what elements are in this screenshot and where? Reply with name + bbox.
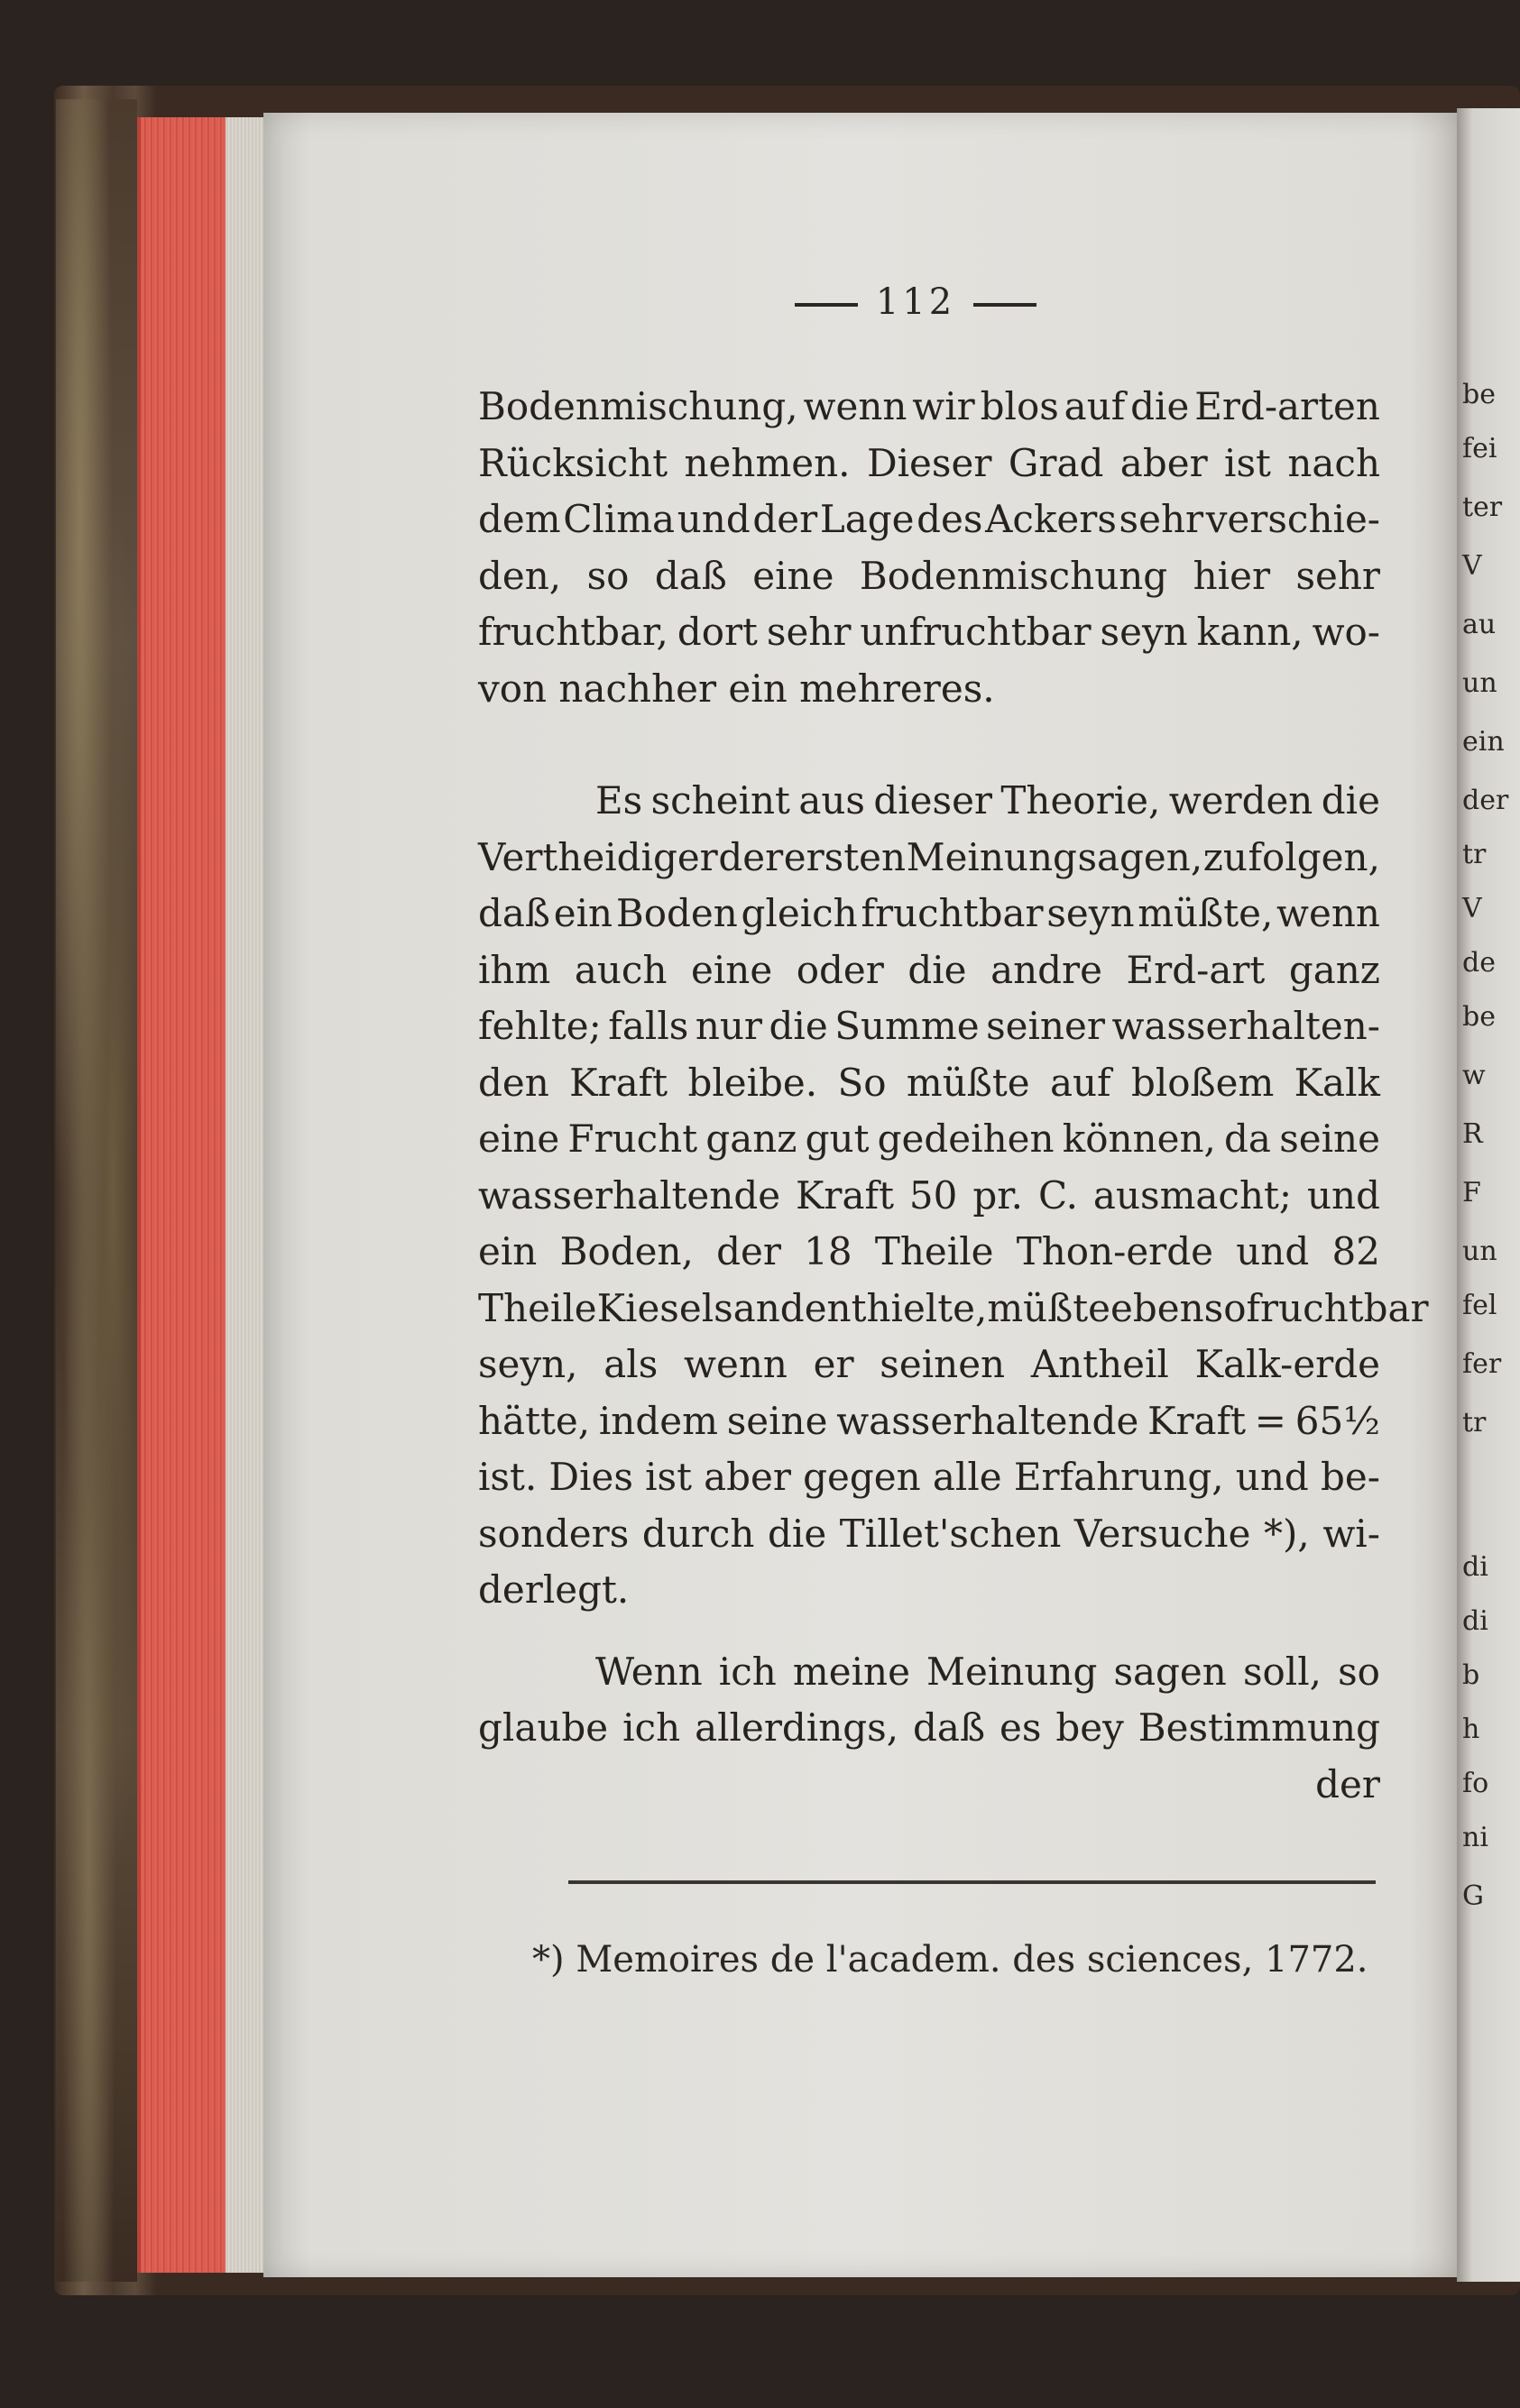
word: der <box>716 1229 781 1273</box>
word: seiner <box>986 1004 1105 1048</box>
word: andre <box>990 947 1102 992</box>
word: Dieser <box>866 440 992 485</box>
word: = <box>1254 1398 1286 1443</box>
word: gleich <box>741 891 858 935</box>
word: Erfahrung, <box>1013 1455 1224 1499</box>
text-line <box>478 379 1380 436</box>
text-line <box>478 886 1380 942</box>
word: durch <box>641 1511 755 1556</box>
word: seyn <box>1046 891 1135 935</box>
word: Versuche <box>1073 1511 1251 1556</box>
right-page-fragment: au <box>1462 609 1497 640</box>
word: ausmacht; <box>1092 1172 1293 1218</box>
right-page-fragment: un <box>1462 667 1497 699</box>
text-line <box>478 1168 1380 1225</box>
word: So <box>837 1060 887 1105</box>
word: Kalk <box>1294 1060 1380 1105</box>
word: der <box>752 497 818 541</box>
word: Kraft <box>1147 1398 1246 1443</box>
word: und <box>1235 1455 1309 1499</box>
paragraph-gap <box>478 717 1380 773</box>
page-stack <box>226 117 263 2273</box>
word: Summe <box>834 1004 980 1048</box>
right-page-fragment: G <box>1462 1880 1484 1912</box>
word: müßte, <box>1138 891 1274 935</box>
word: auf <box>1049 1060 1111 1105</box>
word: da <box>1224 1117 1271 1161</box>
word: fruchtbar <box>1246 1285 1429 1330</box>
word: so <box>586 553 630 598</box>
right-page-fragment: be <box>1462 1001 1496 1033</box>
word: zu <box>1202 834 1248 879</box>
right-page-fragment: un <box>1462 1236 1497 1267</box>
word: bleibe. <box>687 1060 818 1105</box>
word: ganz <box>1288 947 1380 992</box>
right-page-fragment: de <box>1462 947 1496 979</box>
word: hätte, <box>478 1398 591 1443</box>
right-page-fragment: F <box>1462 1177 1481 1209</box>
word: können, <box>1062 1117 1216 1161</box>
text-line <box>478 436 1380 492</box>
word: nur <box>695 1004 763 1048</box>
word: ihm <box>478 947 551 992</box>
word: sagen, <box>1077 834 1203 879</box>
text-line <box>478 1224 1380 1281</box>
text-line <box>478 548 1380 605</box>
word: es <box>999 1705 1042 1750</box>
word: hier <box>1193 553 1271 598</box>
right-page-fragment: V <box>1462 550 1482 582</box>
right-page-fragment: di <box>1462 1551 1488 1583</box>
word: *), <box>1264 1511 1310 1556</box>
right-page-fragment: be <box>1462 379 1496 410</box>
word: Kieselsand <box>596 1285 805 1330</box>
word: gegen <box>803 1455 921 1499</box>
word: Meinung <box>926 1649 1098 1694</box>
right-page-sliver <box>1457 108 1520 2282</box>
word: blos <box>980 384 1059 428</box>
text-line <box>478 1449 1380 1506</box>
word: wir <box>912 384 975 428</box>
word: Vertheidiger <box>478 834 718 879</box>
text-line <box>478 773 1380 830</box>
header-dash-left <box>795 303 858 307</box>
word: meine <box>792 1649 910 1694</box>
word: sagen <box>1113 1649 1227 1694</box>
word: scheint <box>650 778 790 823</box>
word: wasserhaltende <box>836 1398 1139 1443</box>
word: wenn <box>803 384 907 428</box>
word: aber <box>704 1455 791 1499</box>
word: alle <box>932 1455 1002 1499</box>
word: Ackers <box>985 497 1117 541</box>
word: glaube <box>478 1705 609 1750</box>
word: Bestimmung <box>1138 1705 1380 1750</box>
text-line: der <box>1315 1761 1380 1806</box>
word: Clima <box>563 497 676 541</box>
text-line <box>478 492 1380 548</box>
word: kann, <box>1196 610 1304 654</box>
word: er <box>813 1342 854 1386</box>
word: Grad <box>1008 440 1104 485</box>
text-line <box>478 1506 1380 1563</box>
word: fruchtbar <box>861 891 1044 935</box>
word: Dies <box>548 1455 633 1499</box>
word: wasserhalten- <box>1111 1004 1380 1048</box>
word: sehr <box>766 610 852 654</box>
word: Kalk-erde <box>1194 1342 1380 1386</box>
word: die <box>907 947 967 992</box>
right-page-fragment: tr <box>1462 1407 1487 1438</box>
footnote: *) Memoires de l'academ. des sciences, 1772. <box>532 1939 1368 1981</box>
word: wo- <box>1312 610 1380 654</box>
right-page-fragment: b <box>1462 1659 1480 1691</box>
text-line <box>478 1337 1380 1393</box>
right-page-fragment: fel <box>1462 1290 1497 1321</box>
word: Meinung <box>906 834 1077 879</box>
word: wenn <box>1276 891 1380 935</box>
word: müßte <box>906 1060 1030 1105</box>
word: auch <box>574 947 668 992</box>
word: daß <box>478 891 550 935</box>
word: dem <box>478 497 561 541</box>
word: wi- <box>1322 1511 1380 1556</box>
right-page-fragment: V <box>1462 893 1482 924</box>
right-page-fragment: R <box>1462 1118 1483 1150</box>
word: unfruchtbar <box>860 610 1092 654</box>
word: enthielte, <box>804 1285 988 1330</box>
word: Kraft <box>796 1172 894 1218</box>
word: Boden, <box>559 1229 694 1273</box>
word: ersten <box>783 834 906 879</box>
word: Bodenmischung <box>859 553 1168 598</box>
word: Rücksicht <box>478 440 668 485</box>
text-line <box>478 942 1380 999</box>
word: ist <box>645 1455 692 1499</box>
word: und <box>1236 1229 1310 1273</box>
right-page-fragment: fo <box>1462 1768 1489 1799</box>
word: sonders <box>478 1511 630 1556</box>
word: den <box>478 1060 549 1105</box>
word: dort <box>677 610 758 654</box>
word: Theorie, <box>1000 778 1161 823</box>
word: Frucht <box>567 1117 698 1161</box>
word: aus <box>798 778 865 823</box>
word: verschie- <box>1205 497 1380 541</box>
word: die <box>768 1511 827 1556</box>
word: Tillet'schen <box>839 1511 1062 1556</box>
main-text <box>478 379 1429 1813</box>
word: die <box>1321 778 1380 823</box>
word: soll, <box>1242 1649 1322 1694</box>
text-line <box>478 998 1380 1055</box>
word: Theile <box>874 1229 994 1273</box>
footnote-rule <box>568 1880 1376 1884</box>
word: ganz <box>705 1117 797 1161</box>
text-line <box>478 1111 1380 1168</box>
word: gedeihen <box>877 1117 1055 1161</box>
right-page-fragment: w <box>1462 1060 1486 1091</box>
word: gut <box>805 1117 870 1161</box>
word: ist. <box>478 1455 538 1499</box>
word: ist <box>1224 440 1271 485</box>
word: ich <box>718 1649 777 1694</box>
word: falls <box>608 1004 689 1048</box>
word: als <box>603 1342 659 1386</box>
word: 18 <box>804 1229 852 1273</box>
word: wasserhaltende <box>478 1172 781 1218</box>
word: und <box>1307 1172 1380 1218</box>
word: be- <box>1320 1455 1380 1499</box>
word: nehmen. <box>684 440 851 485</box>
word: ein <box>553 891 613 935</box>
word: so <box>1203 1285 1247 1330</box>
word: Theile <box>478 1285 597 1330</box>
word: dieser <box>873 778 993 823</box>
word: wenn <box>684 1342 788 1386</box>
word: und <box>677 497 751 541</box>
right-page-fragment: ter <box>1462 492 1503 523</box>
text-line <box>478 604 1380 661</box>
word: seine <box>726 1398 828 1443</box>
text-line <box>478 1281 1429 1337</box>
word: allerdings, <box>695 1705 899 1750</box>
text-line <box>478 1393 1380 1450</box>
word: aber <box>1119 440 1208 485</box>
word: Bodenmischung, <box>478 384 798 428</box>
word: Wenn <box>595 1649 703 1694</box>
word: seyn <box>1100 610 1188 654</box>
word: nach <box>1287 440 1380 485</box>
text-line <box>478 1055 1380 1112</box>
text-line: derlegt. <box>478 1567 630 1612</box>
word: 65½ <box>1294 1398 1380 1443</box>
word: seyn, <box>478 1342 578 1386</box>
word: des <box>917 497 983 541</box>
word: Es <box>595 778 643 823</box>
word: sehr <box>1119 497 1204 541</box>
text-line <box>478 1700 1380 1757</box>
word: eine <box>478 1117 560 1161</box>
word: Kraft <box>569 1060 668 1105</box>
paragraph-gap <box>478 1619 1380 1644</box>
word: Erd-art <box>1126 947 1266 992</box>
word: Lage <box>819 497 915 541</box>
word: folgen, <box>1248 834 1380 879</box>
page-number-header <box>762 281 1069 335</box>
word: C. <box>1037 1172 1078 1218</box>
word: Erd-arten <box>1194 384 1380 428</box>
word: eben <box>1110 1285 1204 1330</box>
word: 82 <box>1331 1229 1380 1273</box>
word: fehlte; <box>478 1004 602 1048</box>
word: seinen <box>880 1342 1006 1386</box>
word: ich <box>622 1705 681 1750</box>
right-page-fragment: di <box>1462 1605 1488 1637</box>
right-page-fragment: fer <box>1462 1348 1502 1380</box>
word: pr. <box>972 1172 1024 1218</box>
right-page-fragment: tr <box>1462 839 1487 870</box>
word: oder <box>796 947 884 992</box>
word: müßte <box>987 1285 1110 1330</box>
word: die <box>1130 384 1190 428</box>
word: sehr <box>1295 553 1380 598</box>
right-page-fragment: der <box>1462 785 1509 816</box>
right-page-fragment: fei <box>1462 433 1497 464</box>
header-dash-right <box>973 303 1036 307</box>
word: seine <box>1279 1117 1380 1161</box>
word: eine <box>691 947 773 992</box>
word: der <box>718 834 784 879</box>
right-page-fragment: h <box>1462 1714 1480 1745</box>
word: den, <box>478 553 562 598</box>
text-line <box>478 830 1380 887</box>
right-page-fragment: ni <box>1462 1822 1488 1853</box>
word: Antheil <box>1030 1342 1169 1386</box>
marbled-cover-edge <box>56 99 137 2282</box>
word: ein <box>478 1229 538 1273</box>
text-line <box>478 1644 1380 1701</box>
page-number: 112 <box>875 281 956 323</box>
word: auf <box>1064 384 1126 428</box>
word: so <box>1338 1649 1380 1694</box>
word: indem <box>598 1398 718 1443</box>
word: werden <box>1168 778 1313 823</box>
word: daß <box>913 1705 986 1750</box>
word: die <box>769 1004 828 1048</box>
word: daß <box>654 553 727 598</box>
word: Thon-erde <box>1016 1229 1213 1273</box>
word: 50 <box>908 1172 958 1218</box>
word: bey <box>1055 1705 1124 1750</box>
word: fruchtbar, <box>478 610 668 654</box>
word: bloßem <box>1130 1060 1275 1105</box>
word: eine <box>752 553 834 598</box>
right-page-fragment: ein <box>1462 726 1505 758</box>
text-line: von nachher ein mehreres. <box>478 666 995 711</box>
word: Boden <box>615 891 738 935</box>
